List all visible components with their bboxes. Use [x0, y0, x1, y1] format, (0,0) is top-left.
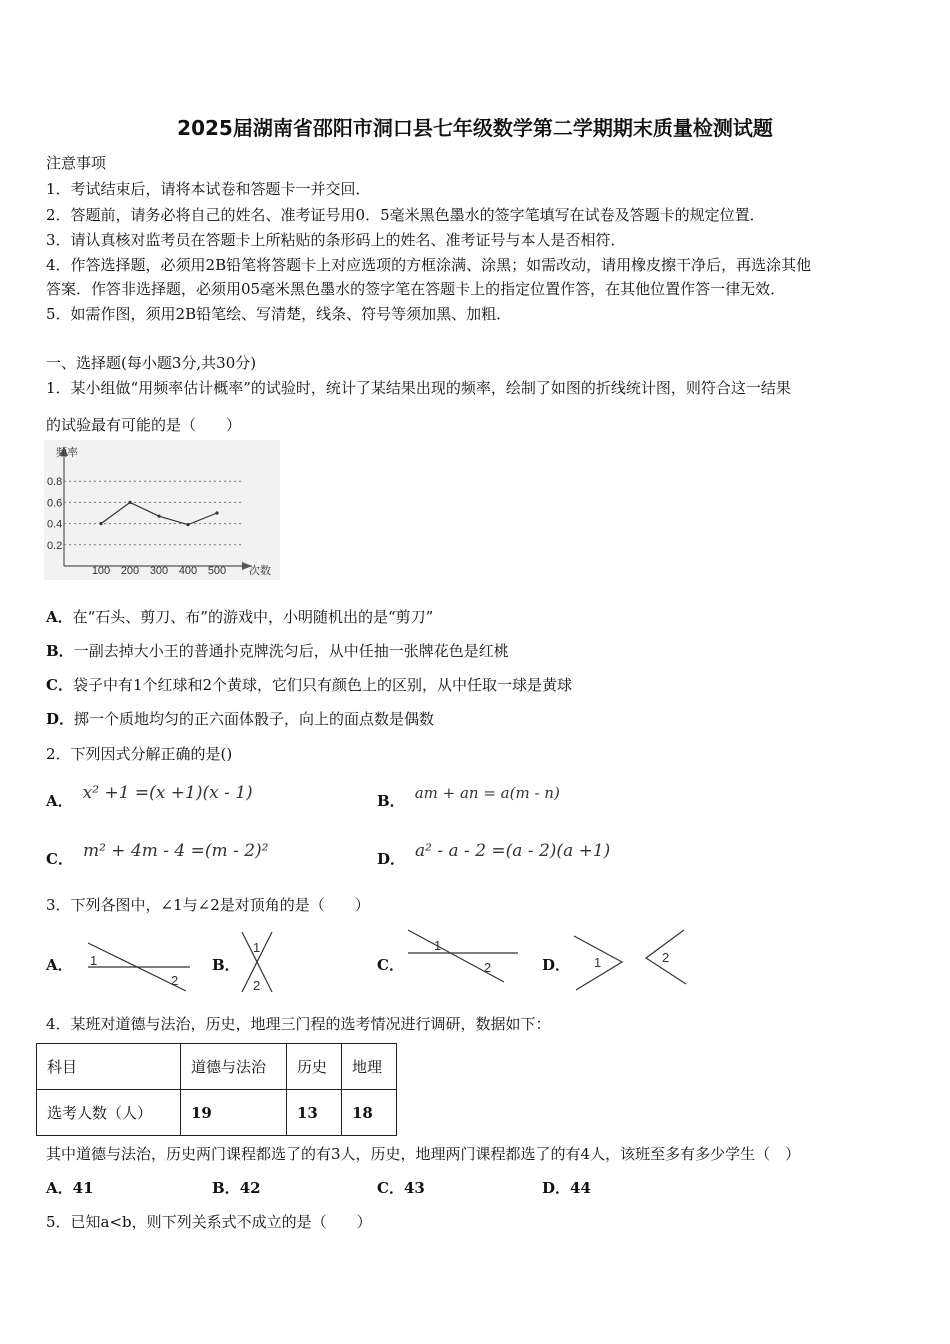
option-text: 43: [403, 1179, 425, 1197]
angle-label: 2: [662, 950, 670, 965]
notice-item: 2．答题前，请务必将自己的姓名、准考证号用0．5毫米黑色墨水的签字笔填写在试卷及答题卡的规定位置．: [46, 206, 765, 224]
data-point: [186, 523, 189, 526]
q2-option-b[interactable]: [377, 782, 560, 810]
angle-label: 2: [253, 978, 261, 993]
angle-label: 1: [253, 940, 261, 955]
q4-option-d[interactable]: [542, 1177, 591, 1198]
option-letter: C．: [377, 1179, 404, 1197]
q3-option-b[interactable]: B．: [212, 956, 240, 974]
option-expression: a² - a - 2 =(a - 2)(a +1): [415, 841, 611, 861]
q3-figure-b: [236, 928, 280, 996]
q3-option-a[interactable]: A．: [46, 956, 73, 974]
x-tick-label: 500: [207, 565, 227, 577]
option-text: 44: [570, 1179, 591, 1197]
q1-option-a[interactable]: [46, 606, 433, 627]
option-text: 41: [72, 1179, 94, 1197]
x-tick-label: 300: [149, 565, 169, 577]
option-letter: D．: [46, 710, 75, 728]
angle-label: 1: [434, 938, 442, 953]
notice-item: 4．作答选择题，必须用2B铅笔将答题卡上对应选项的方框涂满、涂黑；如需改动，请用橡皮擦干净后，再选涂其他: [46, 256, 812, 274]
y-tick-label: 0.8: [47, 476, 63, 489]
data-point: [215, 511, 218, 514]
angle-label: 1: [90, 953, 98, 968]
q2-option-c[interactable]: [46, 840, 269, 868]
section-heading: 一、选择题(每小题3分,共30分): [46, 354, 257, 372]
data-point: [157, 515, 160, 518]
angle-label: 2: [484, 960, 492, 975]
table-header-row: [37, 1044, 397, 1090]
q4-option-a[interactable]: [46, 1177, 94, 1198]
q3-option-d[interactable]: D．: [542, 956, 571, 974]
x-tick-label: 400: [178, 565, 198, 577]
option-letter: A．: [46, 792, 73, 810]
y-tick-label: 0.2: [47, 539, 63, 552]
angle-label: 1: [594, 955, 602, 970]
option-text: 掷一个质地均匀的正六面体骰子，向上的面点数是偶数: [74, 710, 435, 728]
q2-option-d[interactable]: [377, 840, 611, 868]
option-letter: A．: [46, 608, 73, 626]
table-cell: 19: [181, 1090, 287, 1136]
x-axis-label: 次数: [249, 565, 271, 577]
page-title: 2025届湖南省邵阳市洞口县七年级数学第二学期期末质量检测试题: [177, 116, 773, 140]
x-tick-label: 200: [120, 565, 140, 577]
option-letter: B．: [212, 1179, 240, 1197]
option-letter: D．: [542, 1179, 571, 1197]
q3-option-c[interactable]: C．: [377, 956, 404, 974]
option-letter: D．: [377, 850, 406, 868]
q1-stem: 1．某小组做“用频率估计概率”的试验时，统计了某结果出现的频率，绘制了如图的折线统计图，则符合这一结果: [46, 379, 791, 397]
table-cell: 18: [342, 1090, 397, 1136]
y-tick-label: 0.4: [47, 518, 63, 531]
q3-figure-d: [570, 928, 690, 994]
q1-stem: 的试验最有可能的是（ ）: [46, 416, 242, 434]
data-point: [128, 501, 131, 504]
table-cell: 道德与法治: [181, 1044, 287, 1090]
q4-option-c[interactable]: [377, 1177, 425, 1198]
option-letter: B．: [377, 792, 405, 810]
q4-option-b[interactable]: [212, 1177, 261, 1198]
q2-option-a[interactable]: [46, 782, 253, 810]
y-axis-label: 频率: [56, 447, 78, 459]
angle-label: 2: [171, 973, 179, 988]
q1-option-c[interactable]: [46, 674, 572, 695]
q1-option-d[interactable]: [46, 708, 434, 729]
q4-question: 其中道德与法治，历史两门课程都选了的有3人，历史，地理两门课程都选了的有4人，该班至多有多少学生（ ）: [46, 1145, 801, 1163]
option-expression: x² +1 =(x +1)(x - 1): [82, 783, 253, 803]
q3-stem: 3．下列各图中，∠1与∠2是对顶角的是（ ）: [46, 896, 370, 914]
table-cell: 历史: [287, 1044, 342, 1090]
notice-item: 3．请认真核对监考员在答题卡上所粘贴的条形码上的姓名、准考证号与本人是否相符．: [46, 231, 626, 249]
table-cell: 13: [287, 1090, 342, 1136]
option-text: 42: [239, 1179, 261, 1197]
notice-item: 答案．作答非选择题，必须用05毫米黑色墨水的签字笔在答题卡上的指定位置作答，在其他位置作答一律无效．: [46, 280, 786, 298]
q3-figure-c: [404, 926, 520, 986]
option-text: 袋子中有1个红球和2个黄球，它们只有颜色上的区别，从中任取一球是黄球: [72, 676, 573, 694]
q4-stem: 4．某班对道德与法治，历史，地理三门程的选考情况进行调研，数据如下：: [46, 1015, 551, 1033]
option-text: 在“石头、剪刀、布”的游戏中，小明随机出的是“剪刀”: [72, 608, 434, 626]
option-letter: B．: [46, 642, 74, 660]
y-tick-label: 0.6: [47, 497, 63, 510]
option-expression: am + an = a(m - n): [414, 784, 560, 802]
table-cell: 地理: [342, 1044, 397, 1090]
q1-option-b[interactable]: [46, 640, 509, 661]
table-cell: 选考人数（人）: [37, 1090, 181, 1136]
table-row: [37, 1090, 397, 1136]
notice-item: 5．如需作图，须用2B铅笔绘、写清楚，线条、符号等须加黑、加粗．: [46, 305, 512, 323]
x-tick-label: 100: [91, 565, 111, 577]
option-expression: m² + 4m - 4 =(m - 2)²: [82, 841, 269, 861]
option-letter: A．: [46, 1179, 73, 1197]
option-letter: C．: [46, 676, 73, 694]
notice-item: 1．考试结束后，请将本试卷和答题卡一并交回．: [46, 180, 371, 198]
table-cell: 科目: [37, 1044, 181, 1090]
frequency-line-chart: [44, 440, 280, 580]
option-text: 一副去掉大小王的普通扑克牌洗匀后，从中任抽一张牌花色是红桃: [73, 642, 509, 660]
option-letter: C．: [46, 850, 73, 868]
q4-data-table: [36, 1043, 397, 1136]
data-point: [99, 522, 102, 525]
q5-stem: 5．已知a<b，则下列关系式不成立的是（ ）: [46, 1213, 372, 1231]
notice-heading: 注意事项: [46, 154, 107, 172]
q2-stem: 2．下列因式分解正确的是(): [46, 745, 233, 763]
q3-figure-a: [74, 935, 194, 997]
